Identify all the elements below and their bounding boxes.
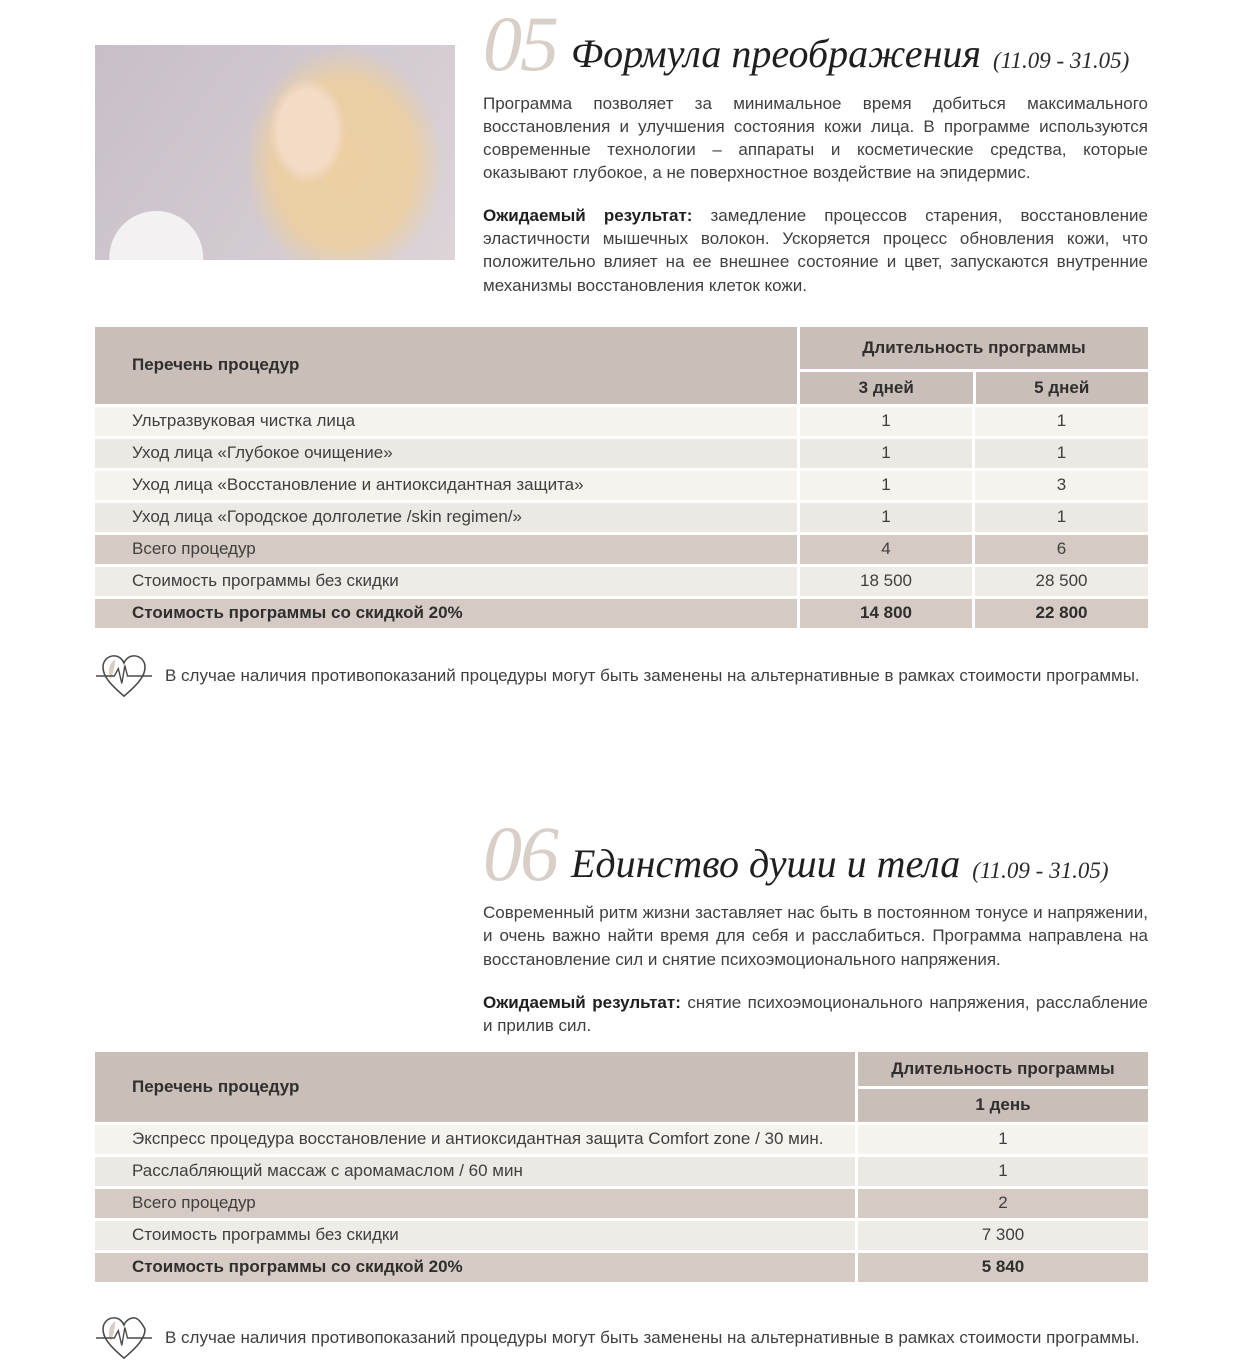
- column-header-duration: Длительность программы: [800, 327, 1148, 369]
- program-number: 05: [483, 0, 557, 87]
- table-row: [95, 1125, 1148, 1154]
- result-label: Ожидаемый результат:: [483, 992, 681, 1012]
- column-header-procedures: Перечень процедур: [95, 1052, 855, 1122]
- table-header: [95, 1052, 1148, 1122]
- row-value: 1: [975, 439, 1148, 468]
- program-photo-skincare: [95, 45, 455, 260]
- hero-06: [0, 802, 1242, 1037]
- table-row: [95, 439, 1148, 468]
- program-intro: Программа позволяет за минимальное время добиться максимального восстановления и улучшения состояния кожи лица. В программе используются современные технологии – аппараты и косметические средства, которые оказывают глубокое, а не поверхностное воздействие на эпидермис.: [483, 93, 1148, 183]
- row-value: 1: [800, 471, 972, 500]
- row-value: 28 500: [975, 567, 1148, 596]
- row-value: 22 800: [975, 599, 1148, 628]
- duration-header-group: [858, 1052, 1148, 1122]
- row-value: 1: [858, 1157, 1148, 1186]
- note-text: В случае наличия противопоказаний процедуры могут быть заменены на альтернативные в рамках стоимости программы.: [165, 665, 1140, 685]
- heart-pulse-icon: [96, 1312, 152, 1364]
- result-label: Ожидаемый результат:: [483, 206, 693, 226]
- duration-header-group: [800, 327, 1148, 404]
- column-header-3-days: 3 дней: [800, 372, 973, 404]
- row-label: Стоимость программы со скидкой 20%: [95, 1253, 855, 1282]
- row-label: Уход лица «Глубокое очищение»: [95, 439, 797, 468]
- program-number: 06: [483, 809, 557, 897]
- table-row-discount-price: [95, 1253, 1148, 1282]
- row-value: 6: [975, 535, 1148, 564]
- row-label: Уход лица «Городское долголетие /skin regimen/»: [95, 503, 797, 532]
- table-row: [95, 407, 1148, 436]
- program-dates: (11.09 - 31.05): [972, 857, 1109, 883]
- row-value: 7 300: [858, 1221, 1148, 1250]
- contraindication-note-05: [96, 650, 1148, 702]
- row-label: Ультразвуковая чистка лица: [95, 407, 797, 436]
- table-row-total: [95, 1189, 1148, 1218]
- row-label: Расслабляющий массаж с аромамаслом / 60 мин: [95, 1157, 855, 1186]
- row-value: 1: [800, 503, 972, 532]
- table-row-price: [95, 1221, 1148, 1250]
- table-row: [95, 1157, 1148, 1186]
- row-value: 1: [800, 439, 972, 468]
- program-content-05: [483, 0, 1148, 297]
- table-row-total: [95, 535, 1148, 564]
- program-expected-result: [483, 204, 1148, 296]
- program-header-05: [483, 0, 1148, 87]
- program-content-06: [483, 802, 1148, 1037]
- row-value: 1: [975, 503, 1148, 532]
- program-title: Формула преображения: [571, 31, 981, 76]
- program-photo-massage: [95, 802, 455, 1017]
- column-header-1-day: 1 день: [858, 1089, 1148, 1122]
- row-value: 1: [858, 1125, 1148, 1154]
- procedures-table-05: [95, 327, 1148, 628]
- result-text: замедление процессов старения, восстановление эластичности мышечных волокон. Ускоряется процесс обновления кожи, что положительно влияет на ее внешнее состояние и цвет, запускаются внутренние механизмы восстановления клеток кожи.: [483, 206, 1148, 295]
- program-title: Единство души и тела: [571, 840, 961, 886]
- table-row-price: [95, 567, 1148, 596]
- column-header-procedures: Перечень процедур: [95, 327, 797, 404]
- row-label: Всего процедур: [95, 535, 797, 564]
- result-text: снятие психоэмоционального напряжения, расслабление и прилив сил.: [483, 992, 1148, 1035]
- row-label: Всего процедур: [95, 1189, 855, 1218]
- program-intro: Современный ритм жизни заставляет нас быть в постоянном тонусе и напряжении, и очень важно найти время для себя и расслабиться. Программа направлена на восстановление сил и снятие психоэмоционального напряжения.: [483, 903, 1148, 969]
- row-value: 1: [800, 407, 972, 436]
- row-label: Уход лица «Восстановление и антиоксидантная защита»: [95, 471, 797, 500]
- duration-subcolumns: [800, 372, 1148, 404]
- row-label: Стоимость программы со скидкой 20%: [95, 599, 797, 628]
- column-header-duration: Длительность программы: [858, 1052, 1148, 1086]
- row-label: Стоимость программы без скидки: [95, 1221, 855, 1250]
- hero-05: [0, 0, 1242, 297]
- heart-pulse-icon: [96, 650, 152, 702]
- row-value: 4: [800, 535, 972, 564]
- table-row-discount-price: [95, 599, 1148, 628]
- contraindication-note-06: [96, 1312, 1148, 1364]
- row-value: 14 800: [800, 599, 972, 628]
- row-value: 2: [858, 1189, 1148, 1218]
- row-value: 3: [975, 471, 1148, 500]
- note-text: В случае наличия противопоказаний процедуры могут быть заменены на альтернативные в рамках стоимости программы.: [165, 1327, 1140, 1347]
- program-header-06: [483, 809, 1148, 897]
- procedures-table-06: [95, 1052, 1148, 1282]
- row-value: 1: [975, 407, 1148, 436]
- column-header-5-days: 5 дней: [976, 372, 1149, 404]
- section-program-06: [0, 802, 1242, 1364]
- row-label: Экспресс процедура восстановление и антиоксидантная защита Comfort zone / 30 мин.: [95, 1125, 855, 1154]
- table-header: [95, 327, 1148, 404]
- row-label: Стоимость программы без скидки: [95, 567, 797, 596]
- duration-subcolumns: [858, 1089, 1148, 1122]
- program-dates: (11.09 - 31.05): [993, 48, 1130, 73]
- table-row: [95, 503, 1148, 532]
- table-row: [95, 471, 1148, 500]
- row-value: 18 500: [800, 567, 972, 596]
- program-expected-result: [483, 991, 1148, 1037]
- row-value: 5 840: [858, 1253, 1148, 1282]
